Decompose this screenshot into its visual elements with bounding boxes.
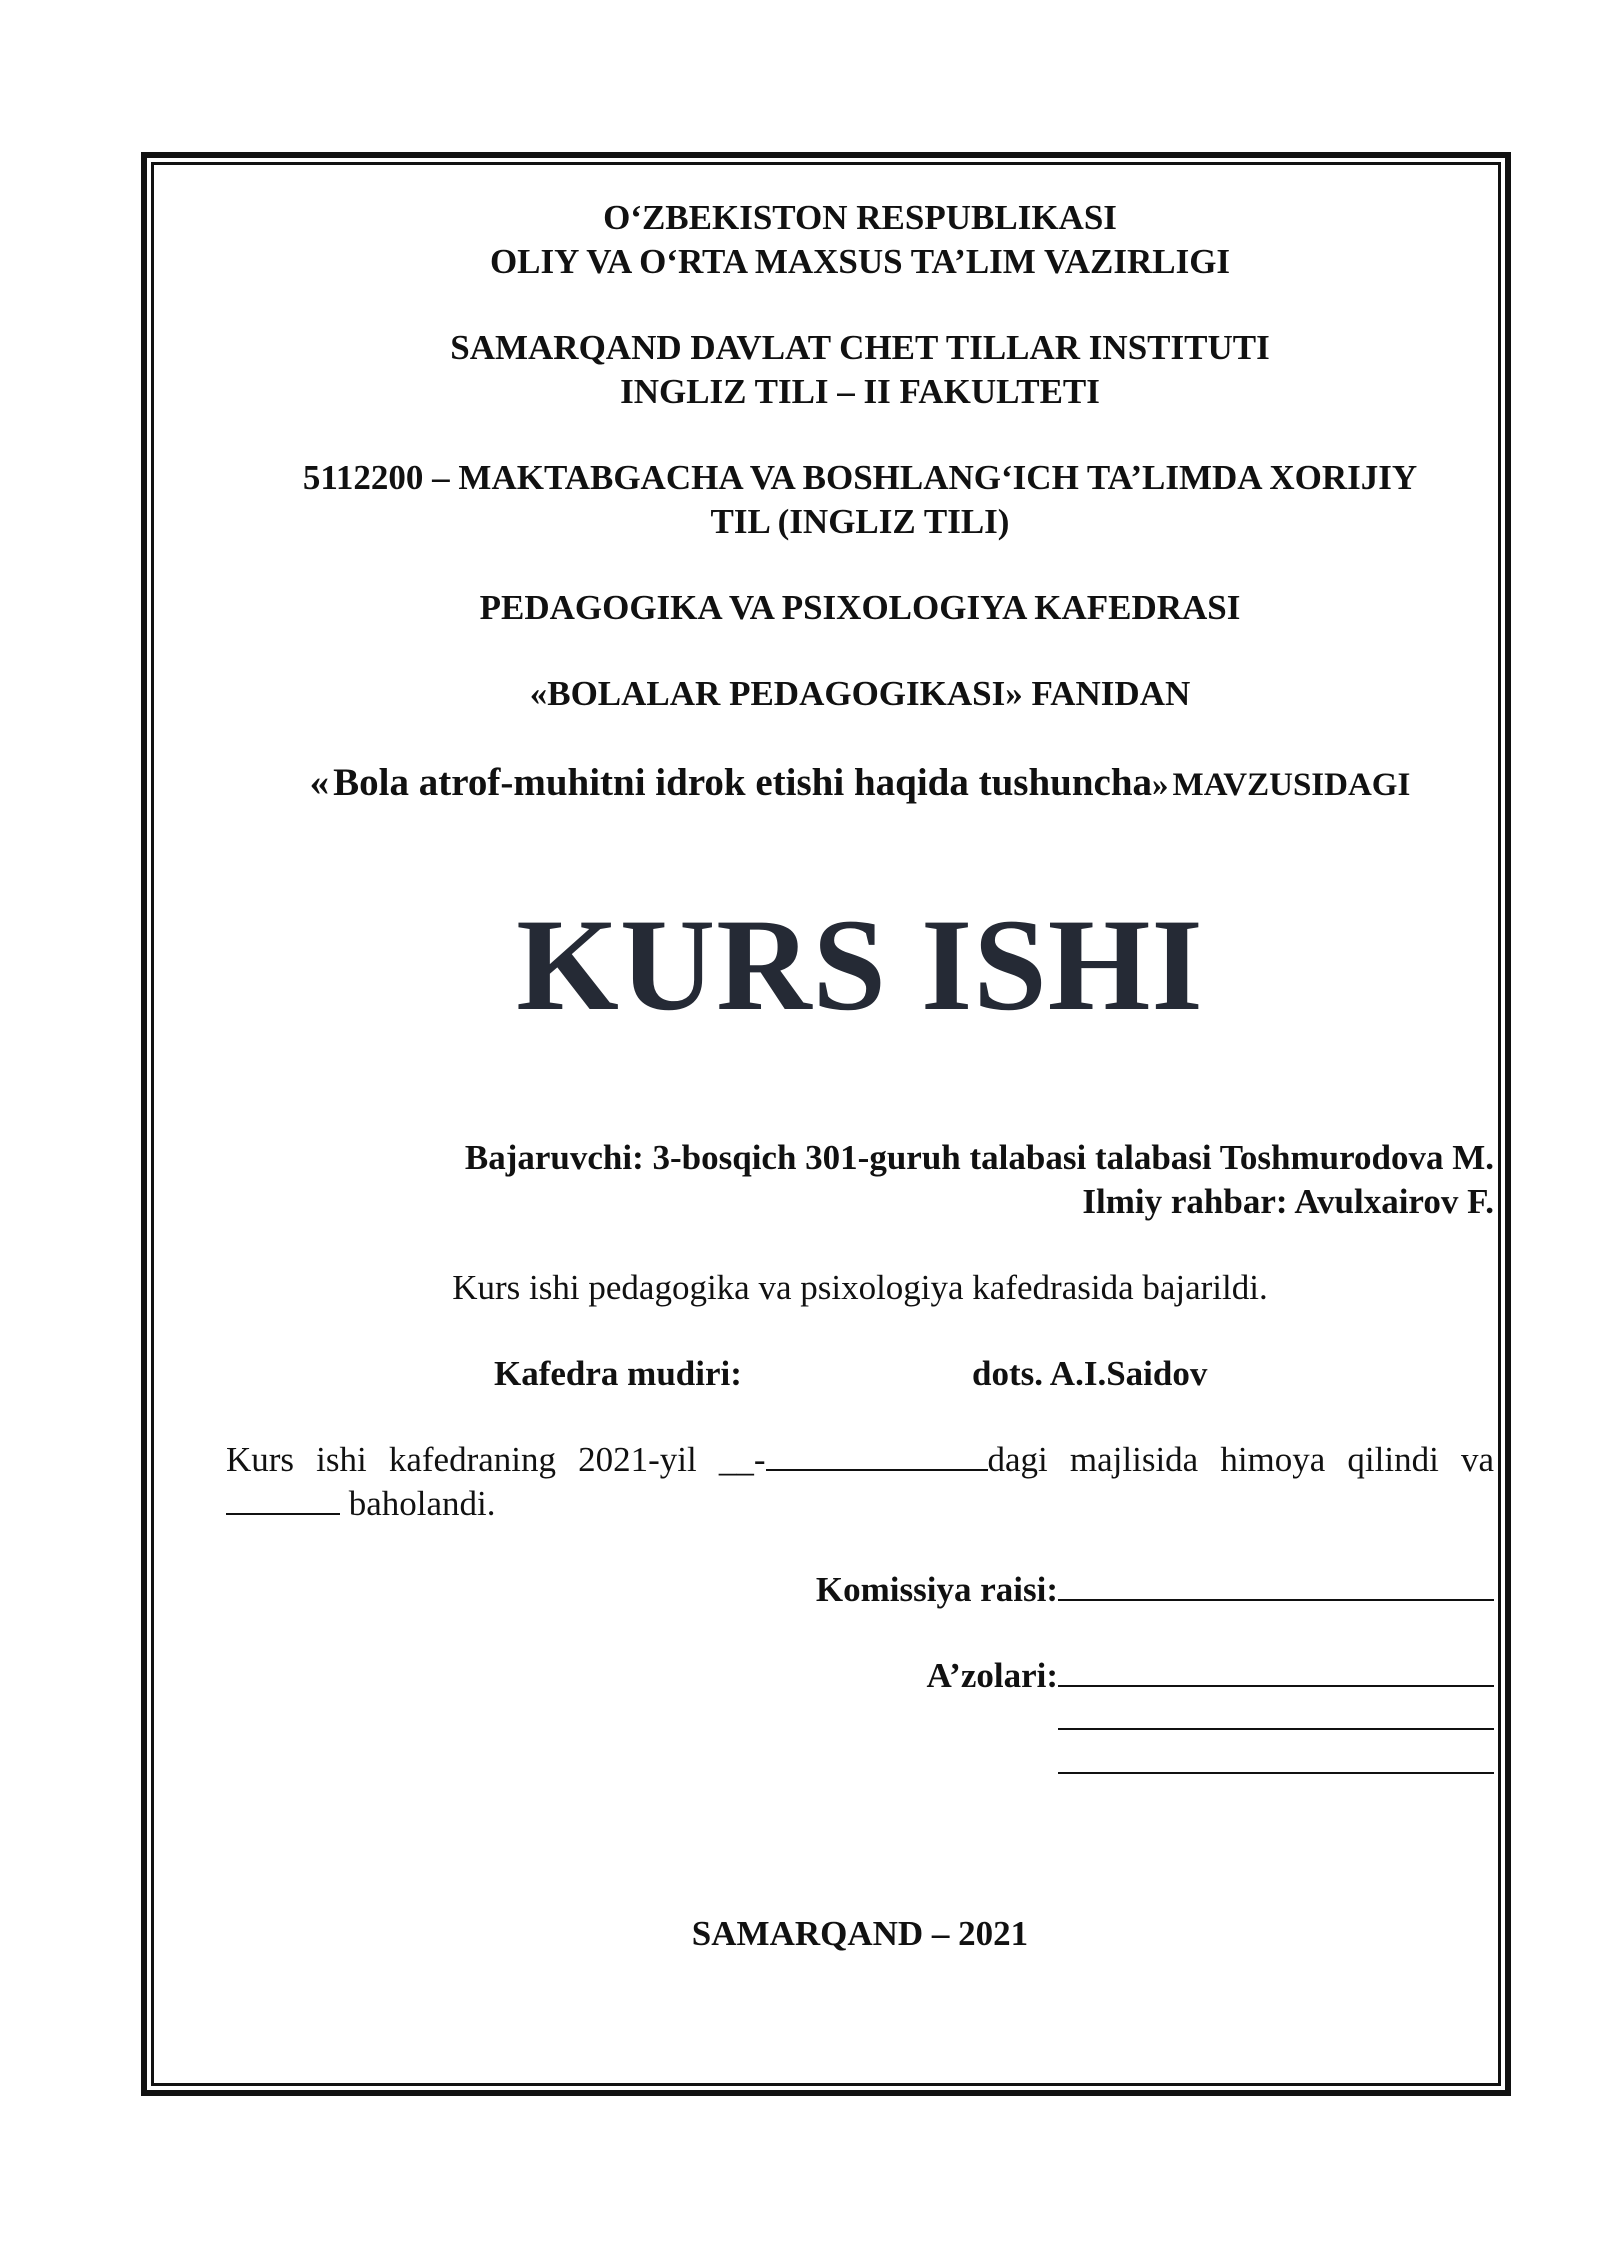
page-border-inner xyxy=(151,162,1501,2086)
commission-members-row-3 xyxy=(1058,1742,1494,1774)
commission-member-signature-line xyxy=(1058,1655,1494,1687)
completion-note: Kurs ishi pedagogika va psixologiya kafedrasida bajarildi. xyxy=(452,1268,1268,1307)
commission-member-signature-line xyxy=(1058,1742,1494,1774)
performer-line: Bajaruvchi: 3-bosqich 301-guruh talabasi talabasi Toshmurodova M. xyxy=(464,1138,1494,1177)
commission-members-row-2 xyxy=(1058,1698,1494,1730)
faculty-name: INGLIZ TILI – II FAKULTETI xyxy=(620,372,1100,411)
defense-paragraph xyxy=(226,1438,1494,1526)
defense-text-2: dagi majlisida himoya qilindi va xyxy=(987,1440,1494,1479)
department-name: PEDAGOGIKA VA PSIXOLOGIYA KAFEDRASI xyxy=(479,588,1241,627)
defense-text-1: Kurs ishi kafedraning 2021-yil __- xyxy=(226,1440,766,1479)
document-title: KURS ISHI xyxy=(516,891,1204,1038)
defense-grade-blank xyxy=(226,1483,340,1515)
institute-name: SAMARQAND DAVLAT CHET TILLAR INSTITUTI xyxy=(450,328,1270,367)
city-year: SAMARQAND – 2021 xyxy=(691,1914,1029,1953)
commission-chair-row xyxy=(816,1568,1494,1612)
topic-suffix: MAVZUSIDAGI xyxy=(1172,767,1411,803)
commission-members-label: A’zolari: xyxy=(926,1656,1058,1695)
commission-chair-signature-line xyxy=(1058,1569,1494,1601)
country-name: O‘ZBEKISTON RESPUBLIKASI xyxy=(603,198,1117,237)
supervisor-line: Ilmiy rahbar: Avulxairov F. xyxy=(1082,1182,1494,1221)
specialty-line-2: TIL (INGLIZ TILI) xyxy=(710,502,1010,541)
commission-chair-label: Komissiya raisi: xyxy=(815,1570,1058,1609)
topic-text: Bola atrof-muhitni idrok etishi haqida tushuncha xyxy=(333,761,1153,804)
head-of-department xyxy=(226,1352,1494,1396)
head-of-department-label: Kafedra mudiri: xyxy=(494,1354,742,1393)
topic-open-quote: « xyxy=(309,761,330,804)
subject-name: «BOLALAR PEDAGOGIKASI» FANIDAN xyxy=(529,674,1191,713)
defense-text-3: baholandi. xyxy=(348,1484,496,1523)
topic-line xyxy=(226,760,1494,805)
topic-close-quote: » xyxy=(1152,767,1169,803)
commission-members-row xyxy=(926,1654,1494,1698)
commission-member-signature-line xyxy=(1058,1698,1494,1730)
specialty-line-1: 5112200 – MAKTABGACHA VA BOSHLANG‘ICH TA’LIMDA XORIJIY xyxy=(302,458,1418,497)
head-of-department-name: dots. A.I.Saidov xyxy=(972,1354,1208,1393)
defense-date-blank xyxy=(766,1439,988,1471)
ministry-name: OLIY VA O‘RTA MAXSUS TA’LIM VAZIRLIGI xyxy=(489,242,1231,281)
